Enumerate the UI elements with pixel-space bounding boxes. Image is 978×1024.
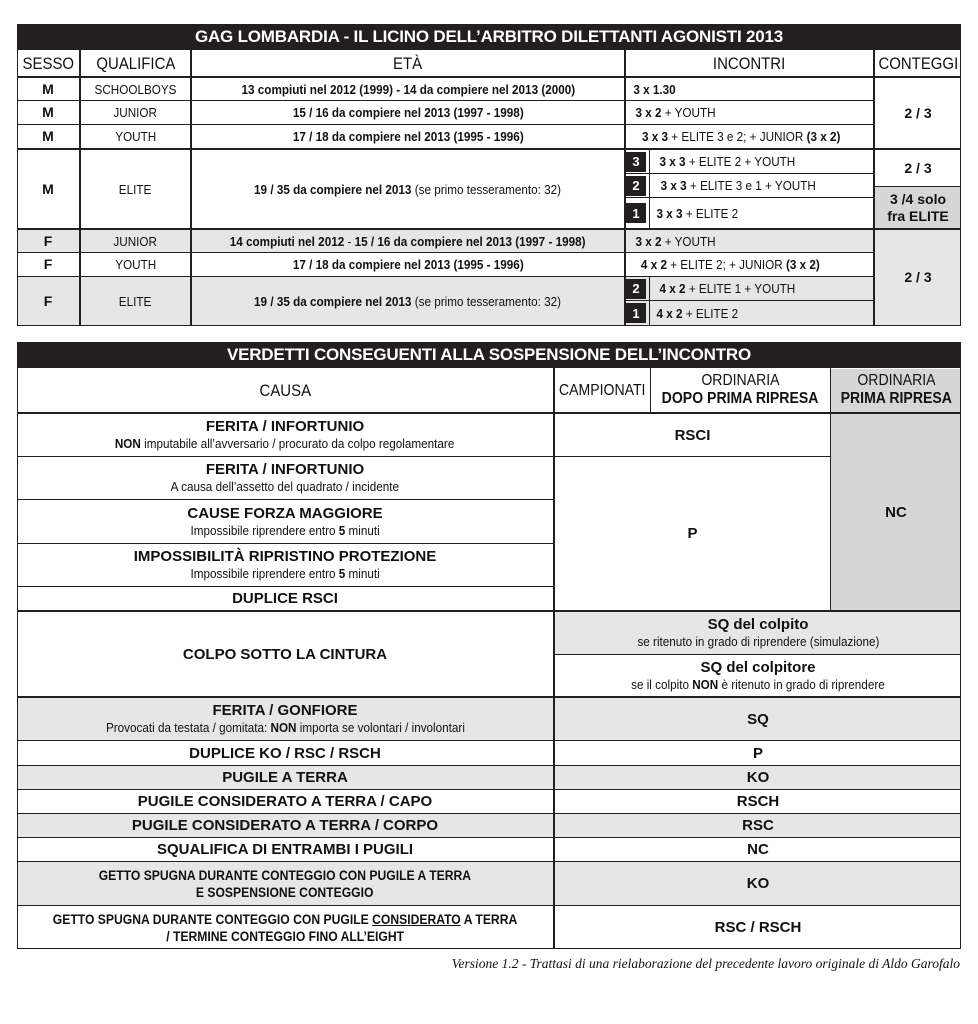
header-conteggi: CONTEGGI — [878, 53, 958, 73]
causa-row: PUGILE A TERRA — [222, 769, 348, 786]
row-qualifica: JUNIOR — [113, 233, 158, 249]
causa-row: FERITA / GONFIORE Provocati da testata / gomitata: NON importa se volontari / involontari — [105, 702, 465, 735]
row-incontri: 4 x 2 + ELITE 2; + JUNIOR (3 x 2) — [640, 257, 820, 272]
row-eta: 13 compiuti nel 2012 (1999) - 14 da compiere nel 2013 (2000) — [241, 81, 575, 97]
row-qualifica: SCHOOLBOYS — [94, 81, 177, 97]
causa-row: PUGILE CONSIDERATO A TERRA / CORPO — [131, 817, 439, 834]
elite-sub-row: 1 3 x 3 + ELITE 2 — [626, 198, 873, 228]
row-qualifica: YOUTH — [115, 129, 156, 144]
row-eta: 19 / 35 da compiere nel 2013 (se primo tesseramento: 32) — [254, 293, 562, 309]
verdict: RSC — [742, 817, 774, 834]
row-qualifica: ELITE — [119, 181, 152, 197]
verdict-sq: SQ — [747, 710, 769, 728]
row-sesso: M — [42, 104, 54, 120]
verdict-p: P — [687, 525, 698, 542]
row-incontri: 3 x 2 + YOUTH — [635, 233, 716, 249]
level-badge: 2 — [626, 279, 646, 299]
header-qualifica: QUALIFICA — [96, 53, 175, 73]
elite-sub-row: 1 4 x 2 + ELITE 2 — [626, 301, 873, 325]
row-sesso: M — [42, 180, 54, 197]
causa-row: IMPOSSIBILITÀ RIPRISTINO PROTEZIONE Impossibile riprendere entro 5 minuti — [133, 548, 437, 581]
verdict: RSCH — [736, 793, 780, 810]
causa-row: PUGILE CONSIDERATO A TERRA / CAPO — [137, 793, 433, 810]
row-incontri: 3 x 3 + ELITE 3 e 2; + JUNIOR (3 x 2) — [642, 129, 841, 144]
header-ordinaria-dopo: ORDINARIA DOPO PRIMA RIPRESA — [662, 372, 819, 407]
conteggi-f: 2 / 3 — [904, 269, 932, 285]
causa-row: GETTO SPUGNA DURANTE CONTEGGIO CON PUGILE A TERRA E SOSPENSIONE CONTEGGIO — [98, 867, 472, 900]
causa-row: GETTO SPUGNA DURANTE CONTEGGIO CON PUGILE CONSIDERATO A TERRA / TERMINE CONTEGGIO FINO ALL’EIGHT — [52, 911, 518, 944]
table2-title: VERDETTI CONSEGUENTI ALLA SOSPENSIONE DELL’INCONTRO — [17, 342, 961, 368]
level-badge: 2 — [626, 176, 646, 196]
conteggi-m-elite: 2 / 3 — [904, 159, 932, 176]
row-sesso: F — [43, 256, 53, 272]
row-qualifica: ELITE — [119, 293, 152, 309]
row-sesso: F — [43, 232, 53, 249]
verdict: RSC / RSCH — [714, 919, 802, 936]
header-ordinaria-prima: ORDINARIA PRIMA RIPRESA — [840, 372, 952, 407]
row-sesso: M — [42, 80, 54, 97]
verdict-nc: NC — [885, 503, 907, 521]
causa-row: FERITA / INFORTUNIO A causa dell’assetto del quadrato / incidente — [170, 461, 400, 494]
conteggi-m-top: 2 / 3 — [904, 104, 932, 121]
header-campionati: CAMPIONATI — [559, 381, 646, 399]
elite-sub-row: 3 3 x 3 + ELITE 2 + YOUTH — [626, 150, 873, 173]
header-incontri: INCONTRI — [713, 53, 786, 73]
causa-row: COLPO SOTTO LA CINTURA — [182, 645, 388, 663]
causa-row: DUPLICE KO / RSC / RSCH — [189, 744, 381, 762]
row-sesso: M — [42, 128, 54, 144]
row-qualifica: YOUTH — [115, 257, 156, 272]
header-causa: CAUSA — [259, 380, 311, 400]
level-badge: 3 — [626, 152, 646, 172]
row-eta: 15 / 16 da compiere nel 2013 (1997 - 1998) — [292, 105, 524, 120]
verdict-rsci: RSCI — [674, 426, 711, 444]
row-sesso: F — [43, 292, 53, 309]
verdict-sq-colpitore: SQ del colpitore se il colpito NON è ritenuto in grado di riprendere — [631, 658, 885, 692]
row-eta: 17 / 18 da compiere nel 2013 (1995 - 1996) — [292, 257, 524, 272]
causa-row: CAUSE FORZA MAGGIORE Impossibile riprendere entro 5 minuti — [187, 504, 383, 538]
level-badge: 1 — [626, 203, 646, 223]
header-eta: ETÀ — [393, 53, 423, 73]
row-eta: 19 / 35 da compiere nel 2013 (se primo tesseramento: 32) — [254, 181, 562, 197]
verdict: KO — [746, 769, 770, 786]
verdict-sq-colpito: SQ del colpito se ritenuto in grado di riprendere (simulazione) — [637, 616, 879, 649]
row-qualifica: JUNIOR — [113, 105, 158, 120]
row-eta: 14 compiuti nel 2012 - 15 / 16 da compiere nel 2013 (1997 - 1998) — [230, 233, 586, 249]
causa-row: FERITA / INFORTUNIO NON imputabile all’avversario / procurato da colpo regolamentare — [115, 418, 455, 451]
verdict: P — [752, 744, 763, 762]
elite-sub-row: 2 3 x 3 + ELITE 3 e 1 + YOUTH — [626, 174, 873, 197]
header-sesso: SESSO — [22, 53, 74, 73]
level-badge: 1 — [626, 303, 646, 323]
causa-row: DUPLICE RSCI — [232, 590, 338, 607]
elite-sub-row: 2 4 x 2 + ELITE 1 + YOUTH — [626, 277, 873, 300]
footer-note: Versione 1.2 - Trattasi di una rielaborazione del precedente lavoro originale di Aldo Garofalo — [451, 956, 960, 971]
row-incontri: 3 x 1.30 — [633, 81, 676, 97]
table1-title: GAG LOMBARDIA - IL LICINO DELL’ARBITRO DILETTANTI AGONISTI 2013 — [17, 24, 961, 50]
row-incontri: 3 x 2 + YOUTH — [635, 105, 716, 120]
verdict: KO — [746, 875, 770, 892]
verdict: NC — [747, 841, 769, 858]
conteggi-m-elite-note: 3 /4 solo fra ELITE — [887, 190, 949, 224]
causa-row: SQUALIFICA DI ENTRAMBI I PUGILI — [156, 841, 414, 858]
row-eta: 17 / 18 da compiere nel 2013 (1995 - 1996) — [292, 129, 524, 144]
